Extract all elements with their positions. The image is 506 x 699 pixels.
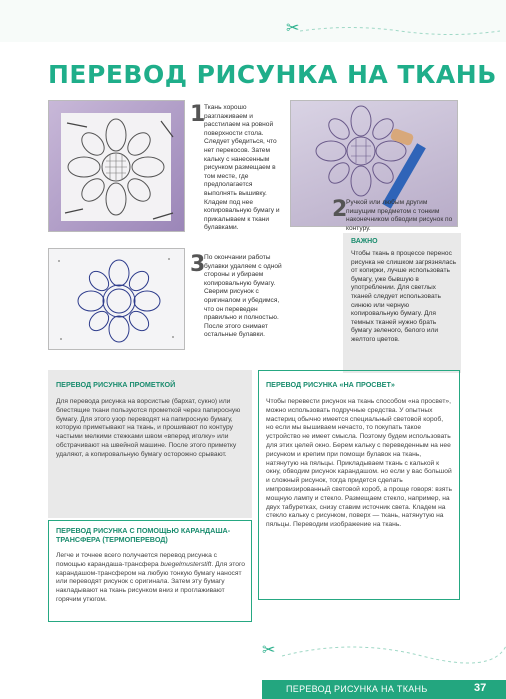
step3-number: 3 (190, 252, 206, 277)
important-text: Чтобы ткань в процессе перенос рисунка не слишком загрязнялась от копирки, лучше использовать бумагу, уже бывшую в употреблении. Для светлых тканей следует использовать синюю или черную копировальную бумагу. Для темных тканей нужно брать бумагу зеленого, белого или желтого цветов. (351, 250, 457, 343)
step2-number: 2 (332, 197, 348, 222)
prick-heading: ПЕРЕВОД РИСУНКА ПРОМЕТКОЙ (56, 380, 176, 389)
pencil-heading: ПЕРЕВОД РИСУНКА С ПОМОЩЬЮ КАРАНДАША-ТРАНСФЕРА (ТЕРМОПЕРЕВОД) (56, 526, 231, 544)
step2-text: Ручкой или любым другим пишущим предметом с тонким наконечником обводим рисунок по контуру. (346, 199, 453, 232)
scissors-icon: ✂ (286, 20, 300, 37)
prick-text: Для перевода рисунка на ворсистые (бархат, сукно) или блестящие ткани пользуются прометкой через папиросную бумагу. Для этого узор переводят на папиросную бумагу, которую приметывают на ткань, и прошивают по контуру частыми мелкими стежками швом «вперед иголку» или обстрачивают на швейной машине. После этого приметку удаляют, а копировальную бумагу осторожно срывают. (56, 398, 241, 458)
page-title: ПЕРЕВОД РИСУНКА НА ТКАНЬ (48, 60, 497, 89)
pencil-text-part2: . Для этого карандашом-трансфером на любую тонкую бумагу наносят или переводят рисунок с оригинала. Затем эту бумагу накладывают на ткань рисунком вниз и проглаживают горячим утюгом. (56, 560, 245, 603)
pencil-brand: buegelmusterstift (160, 560, 212, 568)
page-number: 37 (474, 682, 487, 694)
pencil-text (56, 552, 246, 605)
step1-text: Ткань хорошо разглаживаем и расстилаем на ровной поверхности стола. Следует убедиться, что нет перекосов. Затем кальку с нанесенным рисунком размещаем в том месте, где предполагается выполнять вышивку. Кладем под нее копировальную бумагу и прикалываем к ткани булавками. (204, 104, 280, 232)
step1-photo (48, 100, 185, 232)
light-text: Чтобы перевести рисунок на ткань способом «на просвет», можно использовать подручные средства. У опытных мастериц обычно имеется специальный световой короб, но если мы вышиваем нечасто, то покупать такое устройство не имеет смысла. Поэтому будем использовать для этих целей окно. Берем кальку с переведенным на нее рисунком и крепим при помощи булавок на ткань, натянутую на пяльцы. Прикладываем ткань с калькой к окну, обводим рисунок карандашом. но если у вас большой и сложный рисунок, тогда придется сделать импровизированный световой короб, а проще говоря: взять мощную лампу и стекло. Размещаем стекло, например, на двух табуретках, снизу ставим источник света. Кладем на стекло кальку с рисунком, поверх — ткань, натянутую на пяльцы. Переводим изображение на ткань. (266, 398, 452, 529)
step3-text: По окончании работы булавки удаляем с одной стороны и убираем копировальную бумагу. Сверим рисунок с оригиналом и убедимся, что он переведен правильно и полностью. После этого снимает остальные булавки. (204, 254, 282, 339)
light-heading: ПЕРЕВОД РИСУНКА «НА ПРОСВЕТ» (266, 380, 395, 389)
pencil-text-part1: Легче и точнее всего получается перевод рисунка с помощью карандаша-трансфера (56, 552, 218, 568)
stitch-line-decoration (282, 636, 506, 676)
scissors-icon: ✂ (262, 642, 276, 659)
step3-photo (48, 248, 185, 350)
step1-number: 1 (190, 102, 206, 127)
stitch-line-decoration (300, 24, 500, 38)
important-heading: ВАЖНО (351, 238, 378, 245)
footer-section-title: ПЕРЕВОД РИСУНКА НА ТКАНЬ (286, 684, 428, 694)
